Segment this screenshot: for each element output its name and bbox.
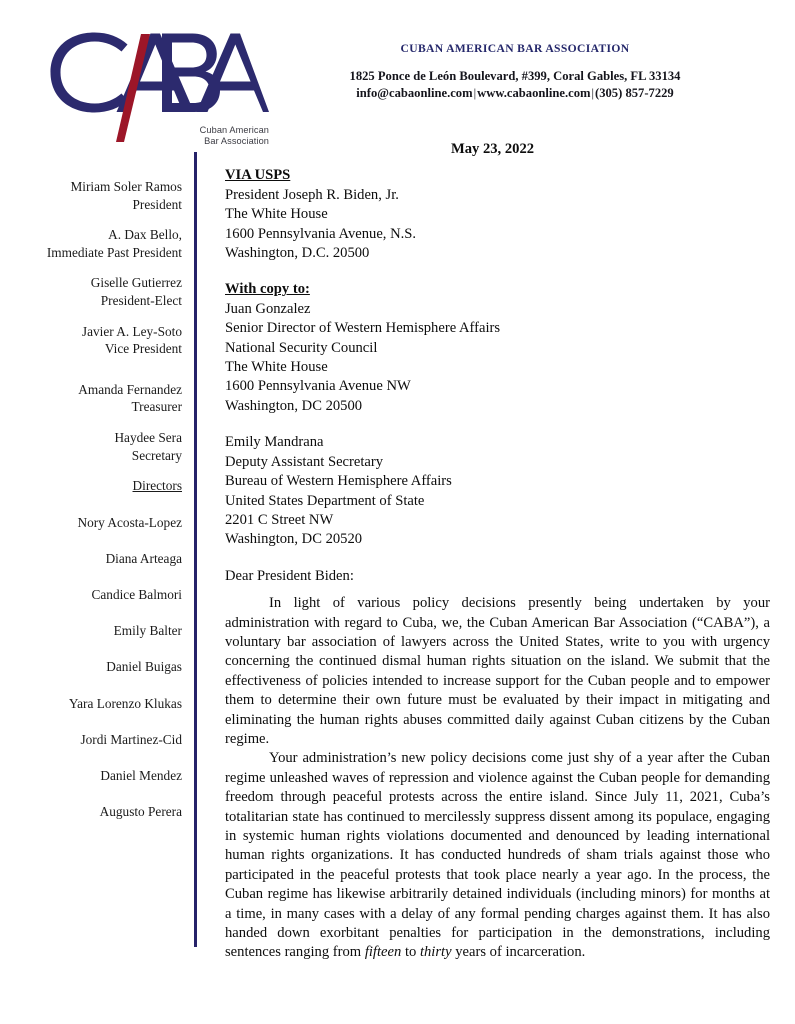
directors-list xyxy=(0,514,182,821)
copy-to-label: With copy to: xyxy=(225,281,310,298)
recipient-line: Senior Director of Western Hemisphere Affairs xyxy=(225,320,501,337)
organization-contact xyxy=(300,68,730,102)
director-name: Diana Arteaga xyxy=(105,550,182,566)
paragraph-2-text-a: Your administration’s new policy decisions come just shy of a year after the Cuban regime unleashed waves of repression and violence against the Cuban people for demanding freedom through peaceful protests across the entire island. Since July 11, 2021, Cuba’s totalitarian state has continued to mercilessly suppress dissent among its populace, engaging in systemic human rights violations documented and denounced by leading international human rights organizations. It has conducted hundreds of sham trials against those who participated in the peaceful protests that took place nearly a year ago. In the process, the Cuban regime has likewise arbitrarily detained individuals (including minors) for months at a time, in many cases with a delay of any formal pending charges against them. It has also handed down exorbitant penalties for participation in the demonstrations, including sentences ranging from xyxy=(225,750,770,961)
recipient-line: Washington, DC 20500 xyxy=(225,397,363,414)
officer-name: Amanda Fernandez xyxy=(78,381,182,397)
officers-list xyxy=(0,178,182,464)
director-name: Nory Acosta-Lopez xyxy=(77,514,182,530)
director-name: Yara Lorenzo Klukas xyxy=(68,695,182,711)
recipient-line: Deputy Assistant Secretary xyxy=(225,453,384,470)
directors-heading: Directors xyxy=(132,478,182,494)
recipient-line: President Joseph R. Biden, Jr. xyxy=(225,186,399,203)
letter-date: May 23, 2022 xyxy=(450,141,535,157)
officer-entry xyxy=(0,274,182,309)
recipient-line: United States Department of State xyxy=(225,492,425,509)
delivery-method-label: VIA USPS xyxy=(225,167,291,184)
officer-entry xyxy=(0,178,182,213)
letterhead xyxy=(0,0,795,150)
recipient-line: The White House xyxy=(225,359,328,376)
officer-name: Javier A. Ley-Soto xyxy=(81,323,182,339)
officer-role: Immediate Past President xyxy=(46,244,182,260)
recipient-line: Washington, DC 20520 xyxy=(225,531,363,548)
organization-email[interactable]: info@cabaonline.com xyxy=(356,86,473,100)
director-name: Emily Balter xyxy=(113,623,182,639)
organization-header xyxy=(300,42,730,102)
contact-separator-1: | xyxy=(473,86,477,100)
officer-entry xyxy=(0,429,182,464)
organization-website[interactable]: www.cabaonline.com xyxy=(477,86,591,100)
recipient-line: 1600 Pennsylvania Avenue, N.S. xyxy=(225,225,417,242)
sidebar xyxy=(0,178,182,839)
caba-logo xyxy=(44,22,269,147)
director-name: Augusto Perera xyxy=(99,804,182,820)
body-paragraph-1: In light of various policy decisions presently being undertaken by your administration with regard to Cuba, we, the Cuban American Bar Association (“CABA”), a voluntary bar association of lawyers across the United States, write to you with urgency concerning the continued dismal human rights situation on the island. We submit that the effectiveness of policies intended to increase support for the Cuban people and to empower them to determine their own future must be evaluated by their impact in mitigating and eliminating the human rights abuses committed daily against Cuban citizens by the Cuban regime. xyxy=(225,595,770,747)
recipient-line: 1600 Pennsylvania Avenue NW xyxy=(225,378,411,395)
recipient-line: Bureau of Western Hemisphere Affairs xyxy=(225,473,452,490)
copy-recipient-block-2 xyxy=(225,433,770,549)
recipient-line: National Security Council xyxy=(225,339,378,356)
copy-recipient-block-1 xyxy=(225,280,770,416)
primary-recipient-block xyxy=(225,166,770,263)
officer-entry xyxy=(0,381,182,416)
director-name: Jordi Martinez-Cid xyxy=(80,731,182,747)
director-name: Candice Balmori xyxy=(91,587,182,603)
recipient-line: The White House xyxy=(225,206,328,223)
paragraph-2-text-b: to xyxy=(401,944,420,961)
director-name: Daniel Mendez xyxy=(100,768,182,784)
director-name: Daniel Buigas xyxy=(106,659,182,675)
logo-subtitle-line2: Bar Association xyxy=(204,136,269,147)
organization-name: CUBAN AMERICAN BAR ASSOCIATION xyxy=(400,42,630,55)
paragraph-2-emphasis-2: thirty xyxy=(419,944,452,961)
salutation: Dear President Biden: xyxy=(225,567,354,584)
logo-subtitle-line1: Cuban American xyxy=(199,125,269,135)
recipient-line: Washington, D.C. 20500 xyxy=(225,245,370,262)
officer-role: Vice President xyxy=(104,341,182,357)
officer-name: Haydee Sera xyxy=(114,429,182,445)
organization-contact-line xyxy=(300,85,730,102)
recipient-line: Juan Gonzalez xyxy=(225,300,311,317)
paragraph-2-emphasis-1: fifteen xyxy=(364,944,402,961)
officer-name: A. Dax Bello, xyxy=(108,227,182,243)
officer-role: President-Elect xyxy=(100,292,182,308)
letter-body xyxy=(225,140,770,963)
paragraph-2-text-c: years of incarceration. xyxy=(451,944,586,961)
officer-role: President xyxy=(132,196,182,212)
sidebar-divider-rule xyxy=(194,152,197,947)
organization-address: 1825 Ponce de León Boulevard, #399, Coral Gables, FL 33134 xyxy=(349,69,681,83)
organization-phone[interactable]: (305) 857-7229 xyxy=(595,86,674,100)
officer-entry xyxy=(0,323,182,358)
body-paragraph-2 xyxy=(225,749,770,962)
officer-entry xyxy=(0,226,182,261)
contact-separator-2: | xyxy=(591,86,595,100)
officer-role: Secretary xyxy=(131,447,182,463)
recipient-line: Emily Mandrana xyxy=(225,434,324,451)
recipient-line: 2201 C Street NW xyxy=(225,511,334,528)
officer-role: Treasurer xyxy=(131,399,182,415)
officer-name: Giselle Gutierrez xyxy=(90,275,182,291)
officer-name: Miriam Soler Ramos xyxy=(70,179,182,194)
